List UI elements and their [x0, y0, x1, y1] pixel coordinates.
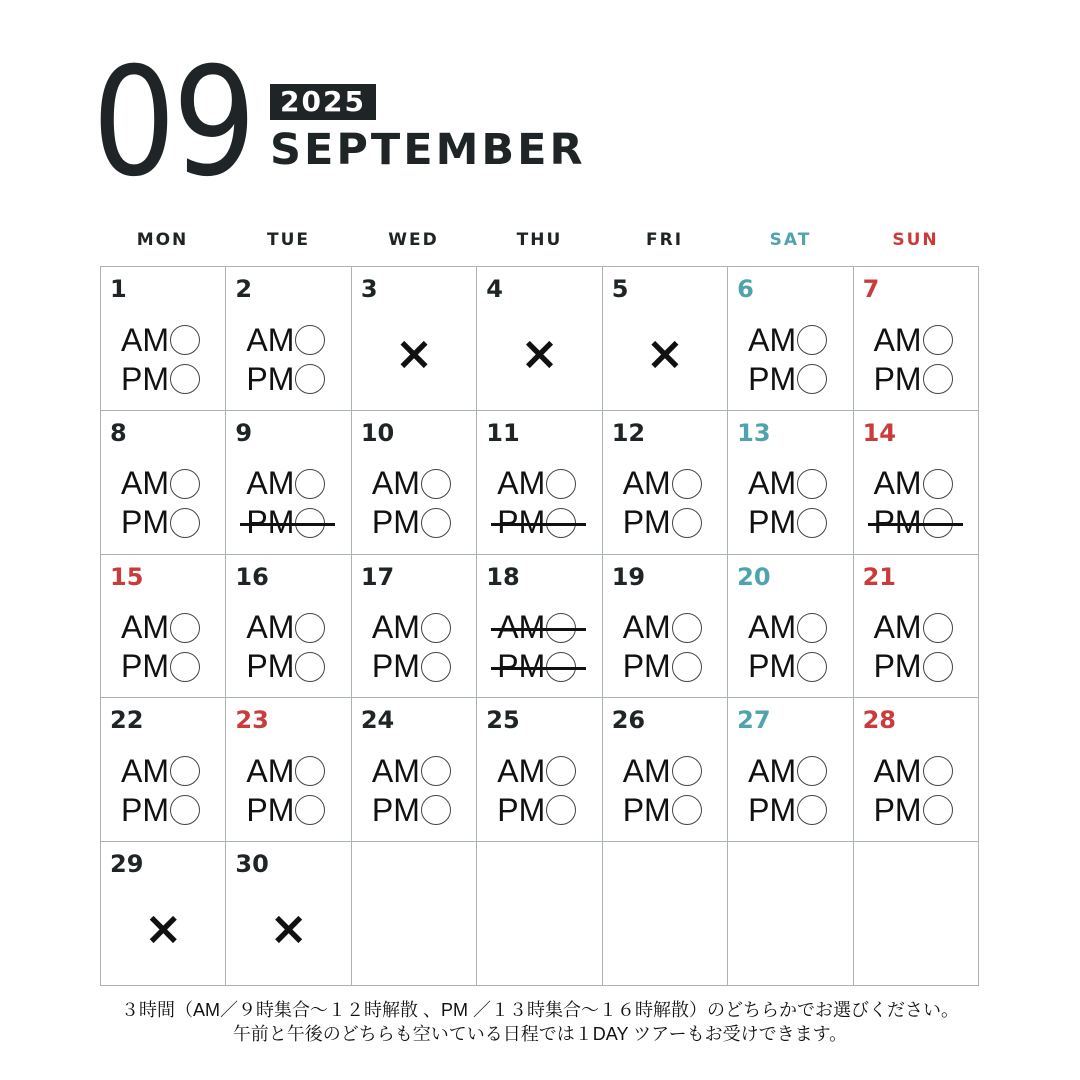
- am-label: AM: [873, 609, 922, 646]
- day-cell-25: [477, 698, 602, 842]
- am-label: AM: [121, 752, 169, 789]
- pm-slot: [874, 792, 953, 828]
- pm-slot: [121, 649, 200, 685]
- am-label: AM: [748, 465, 797, 502]
- pm-label: PM: [371, 648, 420, 685]
- am-slot: [748, 610, 827, 646]
- circle-icon: [170, 613, 200, 643]
- day-cell-4: [477, 267, 602, 411]
- day-cell-10: [352, 411, 477, 555]
- strikethrough-line: [491, 667, 586, 670]
- am-slot: [623, 610, 702, 646]
- day-number: 8: [110, 418, 127, 447]
- am-slot: [497, 753, 576, 789]
- circle-icon: [797, 652, 827, 682]
- day-number: 4: [486, 275, 503, 303]
- day-number: 11: [486, 418, 520, 447]
- pm-label: PM: [497, 504, 546, 541]
- pm-slot: [246, 792, 325, 828]
- am-slot: [748, 322, 827, 358]
- pm-label: PM: [748, 791, 797, 828]
- am-slot: [874, 466, 953, 502]
- pm-label: PM: [121, 360, 169, 397]
- weekday-tue: TUE: [266, 230, 310, 250]
- am-label: AM: [497, 609, 546, 646]
- pm-slot: [623, 649, 702, 685]
- pm-label: PM: [748, 648, 797, 685]
- circle-icon: [295, 469, 325, 499]
- circle-icon: [421, 613, 451, 643]
- circle-icon: [672, 508, 702, 538]
- circle-icon: [170, 364, 200, 394]
- day-cell-30: [226, 842, 351, 986]
- strikethrough-line: [868, 523, 963, 526]
- pm-label: PM: [121, 504, 169, 541]
- year-badge: 2025: [270, 84, 376, 120]
- empty-day-cell: [603, 842, 728, 986]
- weekday-wed: WED: [388, 230, 439, 250]
- pm-label: PM: [873, 648, 922, 685]
- am-label: AM: [497, 465, 546, 502]
- day-number: 27: [737, 706, 771, 735]
- circle-icon: [672, 613, 702, 643]
- day-number: 25: [486, 706, 520, 735]
- day-number: 1: [110, 275, 127, 303]
- am-label: AM: [873, 321, 922, 358]
- circle-icon: [797, 795, 827, 825]
- day-number: 14: [862, 418, 896, 447]
- circle-icon: [797, 469, 827, 499]
- day-cell-11: [477, 411, 602, 555]
- strikethrough-line: [491, 628, 586, 631]
- circle-icon: [421, 469, 451, 499]
- day-number: 23: [235, 706, 269, 735]
- pm-label: PM: [622, 648, 671, 685]
- footer-note-line2: 午前と午後のどちらも空いている日程では１DAY ツアーもお受けできます。: [232, 1024, 848, 1044]
- pm-slot: [121, 505, 200, 541]
- circle-icon: [546, 756, 576, 786]
- pm-slot: [748, 505, 827, 541]
- day-cell-6: [728, 267, 853, 411]
- pm-label: PM: [873, 360, 922, 397]
- am-slot: [372, 610, 451, 646]
- circle-icon: [797, 325, 827, 355]
- am-slot: [246, 322, 325, 358]
- pm-label: PM: [622, 791, 671, 828]
- day-number: 6: [737, 275, 754, 303]
- am-label: AM: [622, 465, 671, 502]
- pm-label: PM: [873, 504, 922, 541]
- circle-icon: [923, 795, 953, 825]
- am-slot: [874, 610, 953, 646]
- pm-slot: [497, 649, 576, 685]
- pm-label: PM: [873, 791, 922, 828]
- am-slot: [246, 753, 325, 789]
- am-label: AM: [246, 609, 295, 646]
- circle-icon: [923, 613, 953, 643]
- circle-icon: [421, 756, 451, 786]
- empty-day-cell: [854, 842, 979, 986]
- am-slot: [372, 466, 451, 502]
- day-number: 19: [611, 562, 646, 591]
- circle-icon: [923, 652, 953, 682]
- day-cell-20: [728, 555, 853, 699]
- am-slot: [623, 466, 702, 502]
- closed-mark: ×: [269, 901, 308, 956]
- am-label: AM: [371, 465, 420, 502]
- circle-icon: [672, 795, 702, 825]
- circle-icon: [797, 508, 827, 538]
- day-cell-14: [854, 411, 979, 555]
- circle-icon: [923, 364, 953, 394]
- pm-slot: [246, 505, 325, 541]
- day-cell-18: [477, 555, 602, 699]
- am-slot: [121, 322, 200, 358]
- am-label: AM: [497, 752, 546, 789]
- strikethrough-line: [491, 523, 586, 526]
- day-number: 12: [611, 418, 646, 447]
- day-cell-28: [854, 698, 979, 842]
- am-label: AM: [748, 321, 797, 358]
- pm-label: PM: [121, 791, 169, 828]
- am-label: AM: [121, 609, 169, 646]
- pm-slot: [748, 649, 827, 685]
- pm-label: PM: [748, 504, 797, 541]
- pm-slot: [874, 361, 953, 397]
- month-number: 09: [92, 36, 253, 210]
- day-cell-26: [603, 698, 728, 842]
- pm-slot: [623, 505, 702, 541]
- day-cell-1: [101, 267, 226, 411]
- day-number: 20: [737, 562, 771, 591]
- am-slot: [372, 753, 451, 789]
- circle-icon: [546, 795, 576, 825]
- am-label: AM: [873, 465, 922, 502]
- am-label: AM: [121, 465, 169, 502]
- pm-slot: [246, 649, 325, 685]
- pm-slot: [121, 361, 200, 397]
- pm-slot: [372, 649, 451, 685]
- am-slot: [497, 610, 576, 646]
- pm-slot: [874, 505, 953, 541]
- am-slot: [246, 610, 325, 646]
- circle-icon: [546, 469, 576, 499]
- pm-label: PM: [371, 791, 420, 828]
- circle-icon: [170, 756, 200, 786]
- am-slot: [623, 753, 702, 789]
- am-slot: [874, 753, 953, 789]
- pm-label: PM: [246, 791, 295, 828]
- day-cell-7: [854, 267, 979, 411]
- day-cell-15: [101, 555, 226, 699]
- circle-icon: [295, 756, 325, 786]
- day-cell-23: [226, 698, 351, 842]
- weekday-mon: MON: [136, 230, 189, 250]
- circle-icon: [797, 364, 827, 394]
- footer-note-line1: ３時間（AM／９時集合～１２時解散 、PM ／１３時集合～１６時解散）のどちらかでお選びください。: [121, 1000, 959, 1020]
- am-label: AM: [246, 321, 295, 358]
- day-number: 26: [611, 706, 646, 735]
- am-label: AM: [748, 609, 797, 646]
- am-slot: [748, 466, 827, 502]
- circle-icon: [923, 325, 953, 355]
- empty-day-cell: [352, 842, 477, 986]
- day-cell-17: [352, 555, 477, 699]
- day-cell-21: [854, 555, 979, 699]
- pm-label: PM: [246, 504, 295, 541]
- am-label: AM: [622, 752, 671, 789]
- circle-icon: [672, 469, 702, 499]
- day-number: 5: [611, 275, 629, 303]
- day-cell-13: [728, 411, 853, 555]
- day-cell-9: [226, 411, 351, 555]
- circle-icon: [672, 756, 702, 786]
- day-number: 2: [235, 275, 253, 303]
- day-number: 3: [360, 275, 378, 303]
- pm-slot: [748, 792, 827, 828]
- am-slot: [748, 753, 827, 789]
- circle-icon: [421, 795, 451, 825]
- day-cell-16: [226, 555, 351, 699]
- day-number: 13: [737, 418, 771, 447]
- circle-icon: [170, 508, 200, 538]
- circle-icon: [170, 325, 200, 355]
- day-cell-27: [728, 698, 853, 842]
- day-cell-8: [101, 411, 226, 555]
- pm-label: PM: [497, 791, 546, 828]
- day-number: 16: [235, 562, 269, 591]
- day-cell-19: [603, 555, 728, 699]
- pm-label: PM: [497, 648, 546, 685]
- day-cell-24: [352, 698, 477, 842]
- weekday-thu: THU: [516, 230, 563, 250]
- day-number: 15: [110, 562, 144, 591]
- weekday-sat: SAT: [769, 230, 812, 250]
- am-slot: [121, 610, 200, 646]
- circle-icon: [170, 795, 200, 825]
- circle-icon: [672, 652, 702, 682]
- circle-icon: [170, 652, 200, 682]
- am-label: AM: [371, 752, 420, 789]
- pm-slot: [748, 361, 827, 397]
- circle-icon: [797, 613, 827, 643]
- calendar-grid: [100, 266, 979, 986]
- am-slot: [121, 753, 200, 789]
- circle-icon: [421, 508, 451, 538]
- closed-mark: ×: [394, 326, 434, 380]
- circle-icon: [923, 756, 953, 786]
- circle-icon: [797, 756, 827, 786]
- strikethrough-line: [240, 523, 335, 526]
- day-number: 9: [235, 418, 253, 447]
- circle-icon: [170, 469, 200, 499]
- day-cell-29: [101, 842, 226, 986]
- pm-label: PM: [246, 360, 295, 397]
- pm-label: PM: [748, 360, 797, 397]
- day-number: 29: [110, 850, 144, 879]
- closed-mark: ×: [143, 901, 183, 956]
- am-slot: [121, 466, 200, 502]
- am-label: AM: [246, 465, 295, 502]
- pm-slot: [121, 792, 200, 828]
- day-number: 17: [360, 562, 395, 591]
- day-cell-3: [352, 267, 477, 411]
- am-label: AM: [622, 609, 671, 646]
- am-label: AM: [121, 321, 169, 358]
- day-number: 21: [862, 562, 896, 591]
- pm-label: PM: [246, 648, 295, 685]
- closed-mark: ×: [645, 326, 685, 380]
- day-number: 7: [862, 275, 880, 303]
- circle-icon: [295, 795, 325, 825]
- am-label: AM: [748, 752, 797, 789]
- pm-slot: [874, 649, 953, 685]
- day-number: 30: [235, 850, 269, 879]
- day-cell-12: [603, 411, 728, 555]
- closed-mark: ×: [520, 326, 559, 380]
- day-cell-2: [226, 267, 351, 411]
- weekday-sun: SUN: [892, 230, 939, 250]
- day-number: 10: [360, 418, 395, 447]
- circle-icon: [295, 325, 325, 355]
- pm-slot: [497, 792, 576, 828]
- am-label: AM: [873, 752, 922, 789]
- day-number: 24: [360, 706, 395, 735]
- day-number: 28: [862, 706, 896, 735]
- pm-label: PM: [121, 648, 169, 685]
- empty-day-cell: [477, 842, 602, 986]
- pm-slot: [372, 505, 451, 541]
- month-name: SEPTEMBER: [270, 125, 586, 175]
- pm-label: PM: [371, 504, 420, 541]
- day-number: 18: [486, 562, 520, 591]
- am-slot: [874, 322, 953, 358]
- pm-slot: [497, 505, 576, 541]
- pm-slot: [623, 792, 702, 828]
- am-label: AM: [246, 752, 295, 789]
- circle-icon: [295, 613, 325, 643]
- am-label: AM: [371, 609, 420, 646]
- pm-slot: [372, 792, 451, 828]
- pm-slot: [246, 361, 325, 397]
- day-number: 22: [110, 706, 144, 735]
- circle-icon: [295, 364, 325, 394]
- circle-icon: [295, 652, 325, 682]
- am-slot: [246, 466, 325, 502]
- empty-day-cell: [728, 842, 853, 986]
- day-cell-22: [101, 698, 226, 842]
- day-cell-5: [603, 267, 728, 411]
- pm-label: PM: [622, 504, 671, 541]
- am-slot: [497, 466, 576, 502]
- circle-icon: [923, 469, 953, 499]
- circle-icon: [421, 652, 451, 682]
- weekday-fri: FRI: [645, 230, 684, 250]
